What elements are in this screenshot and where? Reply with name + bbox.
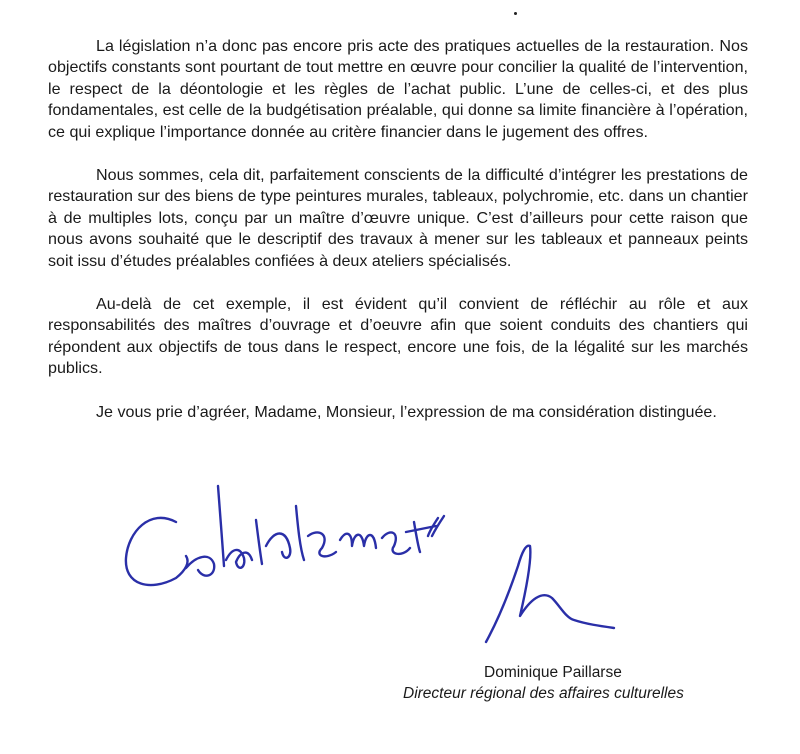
handwritten-cordialement (126, 486, 444, 585)
signature-block (400, 662, 730, 704)
scan-speck (514, 12, 517, 15)
paragraph-closing: Je vous prie d’agréer, Madame, Monsieur, l’expression de ma considération distinguée. (96, 402, 717, 421)
letter-body (48, 36, 748, 445)
paragraph-legislation: La législation n’a donc pas encore pris acte des pratiques actuelles de la restauration. Nos objectifs constants sont pourtant de tout mettre en œuvre pour concilier la qualité de l’intervention, le respect de la déontologie et les règles de l’achat public. L’une de celles-ci, et des plus fondamentales, est celle de la budgétisation préalable, qui donne sa limite financière à l’opération, ce qui explique l’importance donnée au critère financier dans le jugement des offres. (48, 37, 748, 141)
signatory-title: Directeur régional des affaires culturelles (403, 685, 684, 702)
signature (486, 546, 614, 642)
signatory-name: Dominique Paillarse (484, 664, 622, 681)
paragraph-difficulty: Nous sommes, cela dit, parfaitement conscients de la difficulté d’intégrer les prestations de restauration sur des biens de type peintures murales, tableaux, polychromie, etc. dans un chantier à de multiples lots, conçu par un maître d’œuvre unique. C’est d’ailleurs pour cette raison que nous avons souhaité que le descriptif des travaux à mener sur les tableaux et panneaux peints soit issu d’études préalables confiées à deux ateliers spécialisés. (48, 166, 748, 270)
paragraph-responsibilities: Au-delà de cet exemple, il est évident qu’il convient de réfléchir au rôle et aux responsabilités des maîtres d’ouvrage et d’oeuvre afin que soient conduits des chantiers qui répondent aux objectifs de tous dans le respect, encore une fois, de la légalité sur les marchés publics. (48, 295, 748, 378)
